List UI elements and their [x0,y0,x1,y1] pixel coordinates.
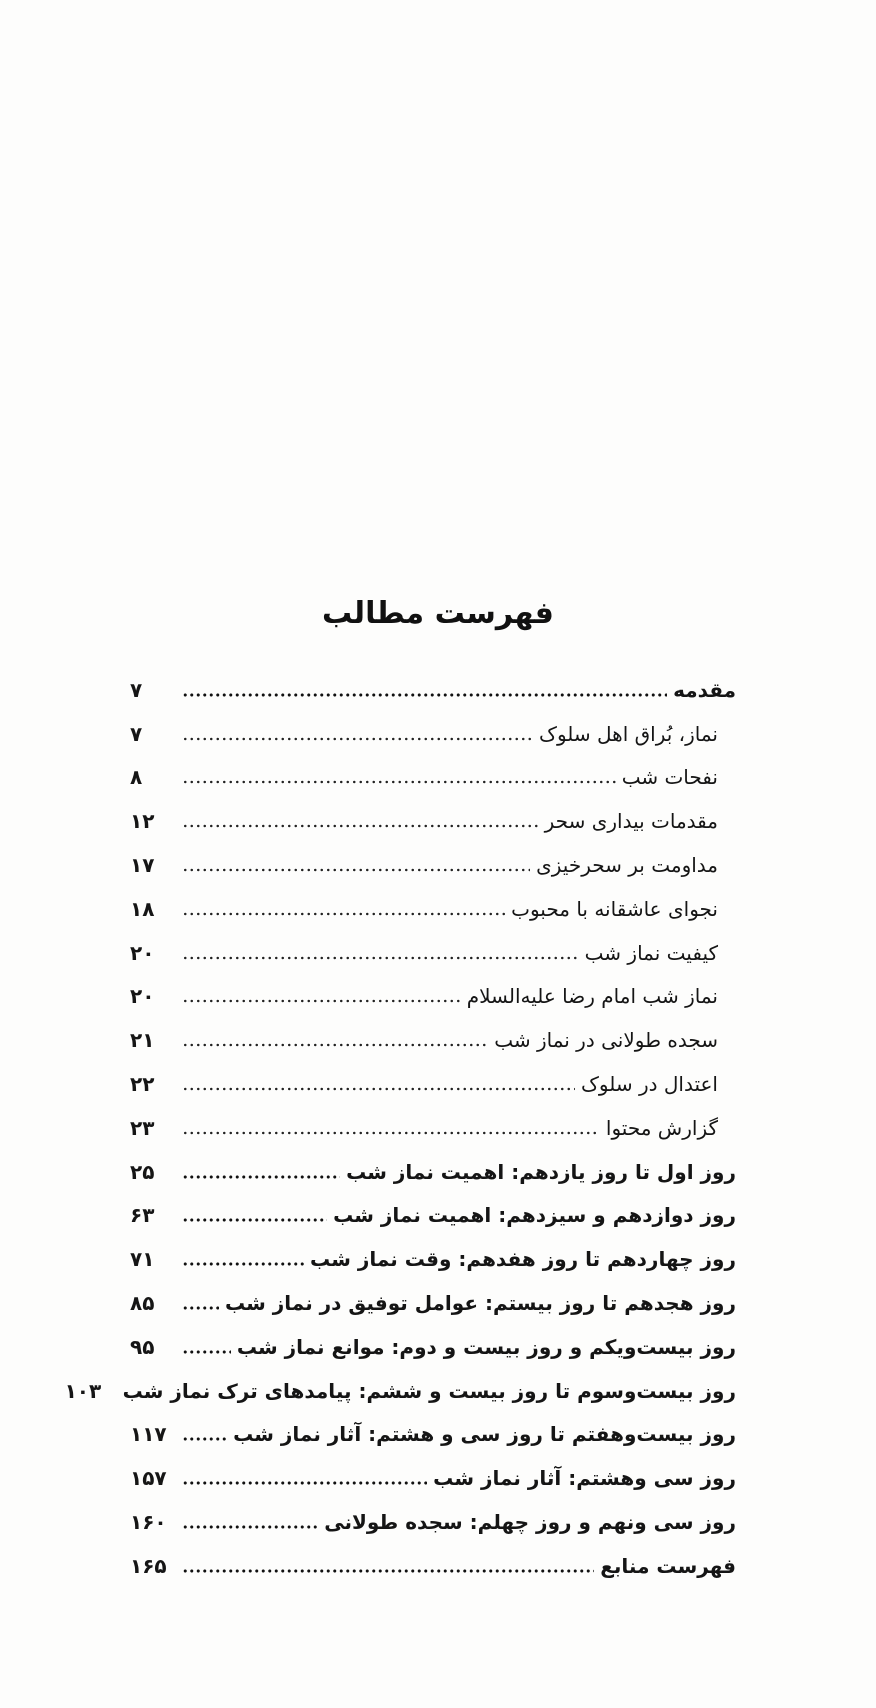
dot-leader [182,693,667,697]
dot-leader [182,780,616,784]
dot-leader [182,1481,427,1485]
toc-entry-title: روز سی ونهم و روز چهلم: سجده طولانی [324,1510,736,1535]
toc-entry-title: نفحات شب [621,765,718,790]
toc-entry-title: روز اول تا روز یازدهم: اهمیت نماز شب [346,1159,736,1184]
toc-entry[interactable] [130,1325,736,1369]
toc-page-number: ۱۰۳ [64,1378,102,1403]
dot-leader [182,1306,219,1310]
toc-page-number: ۶۳ [130,1203,155,1228]
toc-page-number: ۱۶۵ [130,1553,167,1578]
toc-entry-title: روز دوازدهم و سیزدهم: اهمیت نماز شب [333,1203,736,1228]
toc-entry[interactable] [130,712,736,756]
toc-entry-title: روز بیست‌ویکم و روز بیست و دوم: موانع نماز شب [236,1334,736,1359]
dot-leader [182,1131,600,1135]
toc-page-number: ۲۰ [130,940,155,965]
toc-entry[interactable] [130,799,736,843]
toc-page-number: ۹۵ [130,1334,155,1359]
dot-leader [182,1043,488,1047]
toc-entry[interactable] [130,1500,736,1544]
toc-entry-title: سجده طولانی در نماز شب [494,1028,718,1053]
toc-entry-title: فهرست منابع [600,1553,736,1578]
toc-entry[interactable] [130,1062,736,1106]
toc-entry[interactable] [130,1150,736,1194]
toc-entry-title: نماز شب امام رضا علیه‌السلام [466,984,718,1009]
toc-entry[interactable] [130,1194,736,1238]
toc-page-number: ۸۵ [130,1291,155,1316]
toc-entry-title: گزارش محتوا [605,1115,718,1140]
toc-page-number: ۷ [130,721,143,746]
toc-entry[interactable] [130,887,736,931]
toc-page-number: ۲۱ [130,1028,155,1053]
toc-entry-title: کیفیت نماز شب [584,940,718,965]
toc-entry[interactable] [130,1413,736,1457]
toc-page-number: ۱۶۰ [130,1510,167,1535]
toc-page-number: ۷۱ [130,1247,155,1272]
toc-entry-title: روز بیست‌وهفتم تا روز سی و هشتم: آثار نماز شب [233,1422,736,1447]
toc-entry[interactable] [64,1369,736,1413]
dot-leader [182,1175,340,1179]
toc-entry[interactable] [130,756,736,800]
dot-leader [182,737,533,741]
toc-entry[interactable] [130,1456,736,1500]
toc-page-number: ۱۷ [130,853,155,878]
table-of-contents [64,668,736,1588]
toc-page-number: ۲۳ [130,1115,155,1140]
toc-page-number: ۸ [130,765,143,790]
toc-entry-title: روز بیست‌وسوم تا روز بیست و ششم: پیامدهای ترک نماز شب [122,1378,736,1403]
dot-leader [182,1087,575,1091]
toc-entry-title: مقدمات بیداری سحر [544,809,718,834]
dot-leader [182,1569,594,1573]
toc-page-number: ۲۰ [130,984,155,1009]
dot-leader [182,1262,304,1266]
toc-entry[interactable] [130,1106,736,1150]
toc-entry-title: روز سی وهشتم: آثار نماز شب [433,1466,736,1491]
toc-entry[interactable] [130,975,736,1019]
toc-entry-title: نماز، بُراق اهل سلوک [539,721,718,746]
toc-entry-title: اعتدال در سلوک [580,1072,718,1097]
dot-leader [182,912,505,916]
toc-entry-title: نجوای عاشقانه با محبوب [511,896,718,921]
toc-entry[interactable] [130,1237,736,1281]
toc-entry[interactable] [130,1544,736,1588]
toc-page-number: ۱۲ [130,809,155,834]
dot-leader [182,824,539,828]
toc-page-number: ۲۵ [130,1159,155,1184]
dot-leader [182,868,530,872]
toc-entry-title: مقدمه [673,677,736,702]
dot-leader [182,1525,318,1529]
toc-entry[interactable] [130,931,736,975]
page-title: فهرست مطالب [322,596,554,631]
toc-entry-title: روز هجدهم تا روز بیستم: عوامل توفیق در نماز شب [224,1291,736,1316]
dot-leader [182,956,579,960]
toc-page-number: ۱۸ [130,896,155,921]
dot-leader [182,1350,231,1354]
toc-entry[interactable] [130,668,736,712]
toc-page-number: ۱۱۷ [130,1422,167,1447]
toc-page-number: ۱۵۷ [130,1466,167,1491]
toc-page-number: ۲۲ [130,1072,155,1097]
toc-entry[interactable] [130,1281,736,1325]
toc-entry[interactable] [130,843,736,887]
dot-leader [182,1437,227,1441]
toc-entry[interactable] [130,1018,736,1062]
toc-entry-title: مداومت بر سحرخیزی [536,853,718,878]
dot-leader [182,999,461,1003]
toc-entry-title: روز چهاردهم تا روز هفدهم: وقت نماز شب [310,1247,736,1272]
dot-leader [182,1218,327,1222]
toc-page-number: ۷ [130,677,143,702]
